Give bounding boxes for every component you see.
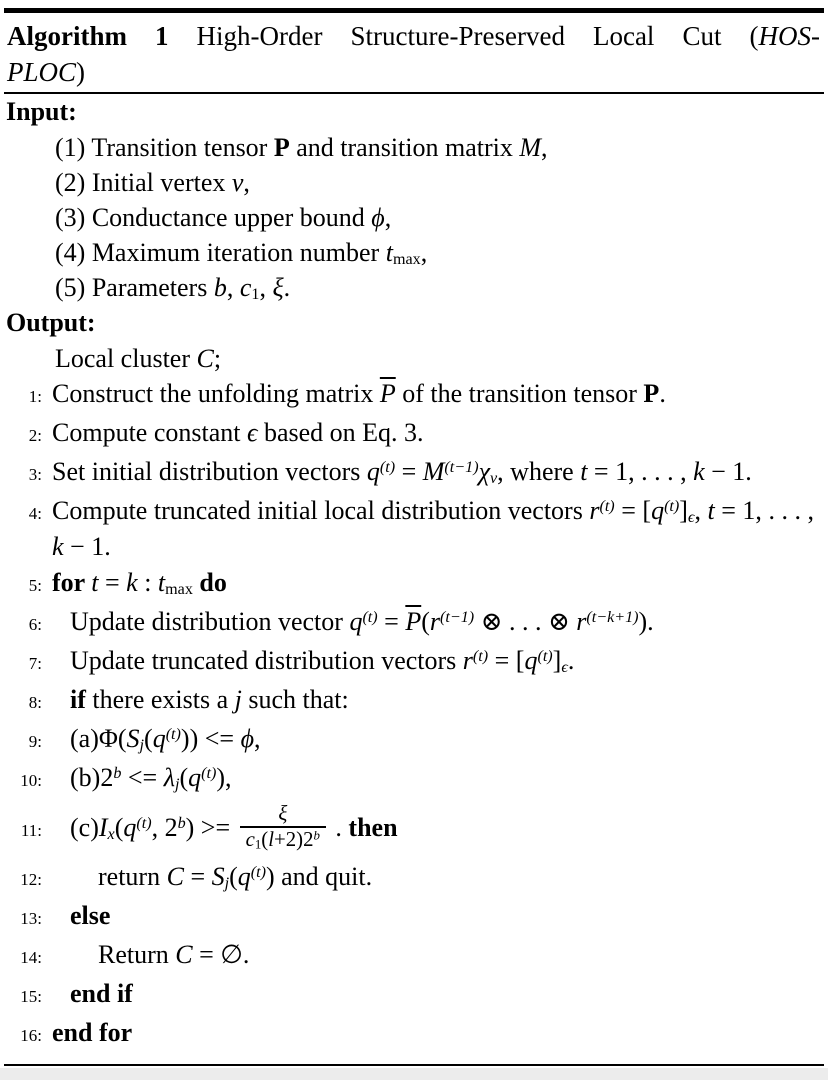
seg: (5) Parameters [55, 273, 214, 302]
input-item [0, 200, 828, 235]
line-number: 7: [28, 654, 42, 673]
seg: Set initial distribution vectors [52, 457, 367, 486]
seg: do [199, 568, 227, 597]
algo-line-5 [0, 565, 828, 604]
seg: . [328, 812, 349, 842]
algo-line-14 [0, 937, 828, 976]
seg: (t) [472, 647, 489, 665]
seg: t [91, 568, 99, 597]
seg: = ∅. [192, 939, 250, 969]
seg: Compute constant [52, 418, 247, 447]
seg: of the transition tensor [395, 379, 644, 408]
seg: r [576, 607, 587, 636]
seg: Algorithm 1 [7, 21, 169, 51]
line-content [52, 721, 828, 757]
seg: ξ [278, 802, 288, 825]
seg: (t−1) [440, 608, 475, 626]
algorithm-body [0, 376, 828, 1054]
seg: Local cluster [55, 344, 197, 373]
seg: (t) [664, 497, 680, 515]
seg: ) [76, 57, 86, 87]
algo-line-8 [0, 682, 828, 721]
seg: )) <= [180, 724, 241, 753]
input-item [0, 130, 828, 165]
input-item [0, 235, 828, 270]
algorithm-title-line [7, 18, 820, 54]
seg: (t) [165, 725, 181, 743]
line-number: 1: [28, 387, 42, 406]
line-content [52, 937, 828, 973]
fraction-numerator [240, 802, 326, 826]
line-content [52, 493, 828, 565]
bottom-rule [4, 1064, 824, 1066]
seg: (t) [599, 497, 615, 515]
line-number: 9: [28, 732, 42, 751]
line-content [52, 565, 828, 601]
line-number: 5: [28, 576, 42, 595]
seg: (t) [362, 608, 378, 626]
seg: for [52, 568, 92, 597]
seg: (4) Maximum iteration number [55, 238, 386, 267]
seg: v [490, 470, 498, 488]
algo-line-7 [0, 643, 828, 682]
seg: Update truncated distribution vectors [70, 646, 463, 675]
seg: +2)2 [274, 827, 314, 851]
seg: Update distribution vector [70, 607, 350, 636]
seg: ) >= [185, 812, 237, 842]
seg: PLOC [7, 57, 77, 87]
seg: (t) [201, 764, 217, 782]
seg: end for [52, 1017, 133, 1047]
algo-line-11 [0, 802, 828, 855]
seg: q [237, 861, 251, 891]
line-content [52, 898, 828, 934]
seg: max [165, 581, 193, 599]
seg: = 1, . . . , [714, 496, 815, 525]
output-item [0, 341, 828, 376]
seg: ) and quit. [265, 861, 373, 891]
seg: c [239, 273, 252, 302]
seg: based on Eq. 3. [257, 418, 424, 447]
page-margin-strip [0, 1068, 828, 1080]
seg: = [395, 457, 423, 486]
seg: (3) Conductance upper bound [55, 203, 372, 232]
seg: = [377, 607, 406, 636]
input-list [0, 130, 828, 305]
seg: ϕ [371, 203, 385, 232]
seg: = [ [488, 646, 525, 675]
line-number: 14: [20, 947, 42, 967]
seg: q [349, 607, 363, 636]
seg: j [174, 776, 180, 794]
line-number: 13: [20, 908, 42, 928]
output-label: Output: [6, 308, 96, 337]
seg: , [541, 133, 548, 162]
output-list [0, 341, 828, 376]
seg: M [519, 133, 542, 162]
input-label: Input: [6, 97, 77, 126]
seg: ] [552, 646, 562, 675]
seg: , [694, 496, 708, 525]
line-content [52, 1015, 828, 1051]
seg: (1) Transition tensor [55, 133, 274, 162]
seg: M [422, 457, 445, 486]
seg: . [283, 273, 291, 302]
line-number: 4: [28, 504, 42, 523]
line-number: 2: [28, 426, 42, 445]
seg: P [273, 133, 290, 162]
seg: = [ [614, 496, 652, 525]
line-number: 11: [20, 820, 42, 840]
algo-line-10 [0, 760, 828, 799]
seg: , [259, 273, 273, 302]
seg: , 2 [151, 812, 178, 842]
seg: j [224, 875, 230, 893]
seg: (t) [537, 647, 553, 665]
seg: ; [213, 344, 222, 373]
seg: ϵ [246, 418, 258, 447]
seg: , where [497, 457, 581, 486]
algo-line-16 [0, 1015, 828, 1054]
seg: . [659, 379, 666, 408]
seg: max [392, 251, 421, 269]
seg: Construct the unfolding matrix [52, 379, 380, 408]
seg: q [188, 763, 202, 792]
seg: if [70, 685, 93, 714]
seg: ϕ [240, 724, 255, 753]
seg: q [123, 812, 137, 842]
seg: , [420, 238, 428, 267]
seg: b [177, 814, 186, 832]
seg: S [126, 724, 140, 753]
line-number: 6: [28, 615, 42, 634]
line-content [52, 859, 828, 895]
seg: q [152, 724, 166, 753]
seg: b [313, 828, 320, 843]
seg: χ [478, 457, 491, 486]
seg: − 1. [704, 457, 752, 486]
seg: else [70, 900, 111, 930]
seg: , [243, 168, 250, 197]
line-number: 8: [28, 693, 42, 712]
line-content [52, 643, 828, 679]
seg: j [139, 737, 145, 755]
seg: = 1, . . . , [587, 457, 694, 486]
seg: S [211, 861, 225, 891]
seg: there exists a [92, 685, 235, 714]
seg: (c) [70, 812, 99, 842]
input-item [0, 165, 828, 200]
seg: ( [229, 861, 238, 891]
seg: : [137, 568, 158, 597]
seg: , [226, 273, 240, 302]
seg: ϵ [561, 659, 568, 677]
seg: . [567, 646, 575, 675]
algo-line-1 [0, 376, 828, 415]
seg: High-Order Structure-Preserved Local Cut ( [168, 21, 759, 51]
seg: r [462, 646, 473, 675]
seg: (t) [379, 458, 396, 476]
fraction-denominator [240, 826, 326, 852]
seg: ( [421, 607, 430, 636]
seg: t [385, 238, 393, 267]
seg: <= [121, 763, 164, 792]
algo-line-4 [0, 493, 828, 565]
seg: v [231, 168, 244, 197]
seg: c [245, 827, 255, 851]
seg: $\overline{P}$ [379, 379, 396, 408]
seg: return [98, 861, 167, 891]
seg: (t−k+1) [586, 608, 639, 626]
seg: k [126, 568, 138, 597]
seg: Return [98, 939, 176, 969]
seg: ( [179, 763, 189, 792]
seg: such that: [241, 685, 349, 714]
seg: (t−1) [444, 458, 479, 476]
seg: (t) [250, 863, 266, 881]
seg: ). [638, 607, 654, 636]
seg: and transition matrix [289, 133, 520, 162]
seg: x [107, 826, 115, 844]
line-number: 10: [20, 771, 42, 790]
seg: C [166, 861, 184, 891]
seg: 1 [251, 286, 260, 304]
seg: ), [216, 763, 232, 792]
seg: b [113, 764, 122, 782]
seg: = [183, 861, 212, 891]
seg: q [651, 496, 665, 525]
algo-line-2 [0, 415, 828, 454]
line-number: 3: [28, 465, 42, 484]
seg: ] [679, 496, 688, 525]
algo-line-15 [0, 976, 828, 1015]
seg: t [580, 457, 588, 486]
seg: t [157, 568, 166, 597]
algo-line-12 [0, 859, 828, 898]
seg: ⊗ . . . ⊗ [474, 607, 577, 636]
line-content [52, 454, 828, 490]
seg: 1 [254, 837, 262, 852]
line-number: 16: [20, 1025, 42, 1045]
seg: (t) [136, 814, 152, 832]
seg: C [175, 939, 193, 969]
seg: λ [163, 763, 175, 792]
seg: j [234, 685, 242, 714]
algo-line-9 [0, 721, 828, 760]
seg: $\overline{P}$ [405, 607, 422, 636]
seg: C [196, 344, 214, 373]
seg: r [429, 607, 441, 636]
input-item [0, 270, 828, 305]
line-content [52, 415, 828, 451]
line-content [52, 604, 828, 640]
line-content [52, 802, 828, 855]
seg: b [213, 273, 227, 302]
seg: I [98, 812, 108, 842]
algo-line-6 [0, 604, 828, 643]
seg: (2) Initial vertex [55, 168, 232, 197]
line-content [52, 682, 828, 718]
algo-line-3 [0, 454, 828, 493]
seg: ( [261, 827, 269, 851]
seg: t [707, 496, 715, 525]
line-content [52, 760, 828, 796]
seg: (b)2 [70, 763, 114, 792]
seg: ξ [272, 273, 284, 302]
seg: q [524, 646, 538, 675]
seg: k [52, 532, 64, 561]
seg: ( [144, 724, 153, 753]
fraction [240, 802, 326, 852]
seg: (a)Φ( [70, 724, 127, 753]
seg: end if [70, 978, 133, 1008]
line-content [52, 376, 828, 412]
seg: l [268, 827, 275, 851]
seg: = [98, 568, 127, 597]
algo-line-13 [0, 898, 828, 937]
seg: ϵ [687, 509, 695, 527]
seg: , [384, 203, 392, 232]
seg: HOS- [758, 21, 820, 51]
seg: P [643, 379, 660, 408]
seg: Compute truncated initial local distribution vectors [52, 496, 590, 525]
seg: ( [114, 812, 124, 842]
line-number: 12: [20, 869, 42, 889]
seg: , [254, 724, 261, 753]
algorithm-title-line [7, 54, 820, 90]
algorithm-title [0, 13, 828, 92]
seg: k [693, 457, 705, 486]
seg: q [366, 457, 380, 486]
seg: − 1. [63, 532, 111, 561]
seg: r [589, 496, 600, 525]
line-number: 15: [20, 986, 42, 1006]
seg: then [348, 812, 398, 842]
line-content [52, 976, 828, 1012]
